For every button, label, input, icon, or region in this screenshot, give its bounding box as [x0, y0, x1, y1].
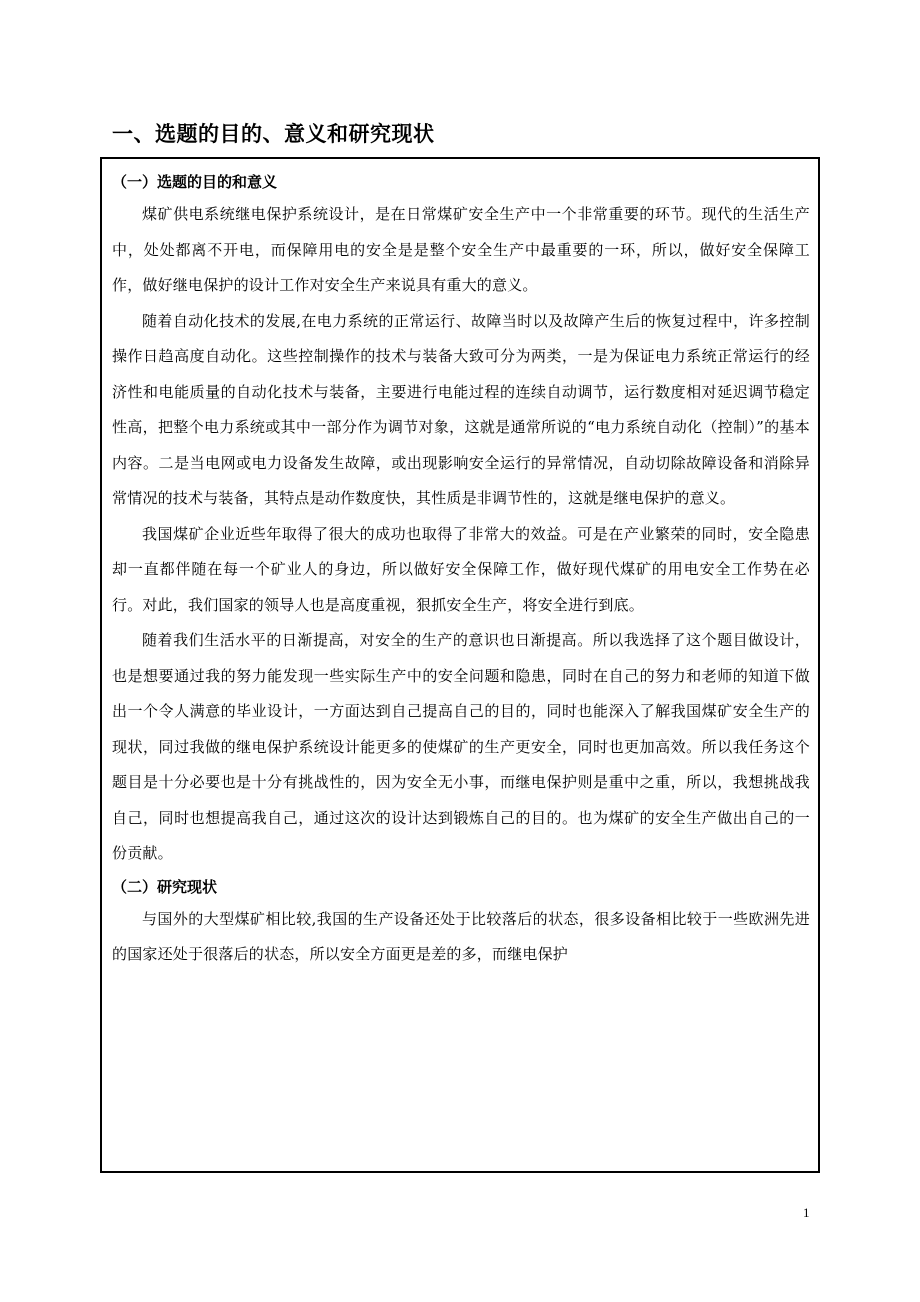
content-frame [100, 157, 820, 1173]
paragraph: 随着我们生活水平的日渐提高，对安全的生产的意识也日渐提高。所以我选择了这个题目做设计，也是想要通过我的努力能发现一些实际生产中的安全问题和隐患，同时在自己的努力和老师的知道下做出一个令人满意的毕业设计，一方面达到自己提高自己的目的，同时也能深入了解我国煤矿安全生产的现状，同过我做的继电保护系统设计能更多的使煤矿的生产更安全，同时也更加高效。所以我任务这个题目是十分必要也是十分有挑战性的，因为安全无小事，而继电保护则是重中之重，所以，我想挑战我自己，同时也想提高我自己，通过这次的设计达到锻炼自己的目的。也为煤矿的安全生产做出自己的一份贡献。 [112, 631, 810, 862]
paragraph: 与国外的大型煤矿相比较,我国的生产设备还处于比较落后的状态，很多设备相比较于一些欧洲先进的国家还处于很落后的状态，所以安全方面更是差的多，而继电保护 [112, 909, 810, 963]
section-title-status: （二）研究现状 [112, 877, 218, 896]
frame-content [112, 167, 810, 973]
section-title-purpose: （一）选题的目的和意义 [112, 173, 278, 191]
page-heading: 一、选题的目的、意义和研究现状 [112, 122, 435, 146]
paragraph: 随着自动化技术的发展,在电力系统的正常运行、故障当时以及故障产生后的恢复过程中，许多控制操作日趋高度自动化。这些控制操作的技术与装备大致可分为两类，一是为保证电力系统正常运行的经济性和电能质量的自动化技术与装备，主要进行电能过程的连续自动调节，运行数度相对延迟调节稳定性高，把整个电力系统或其中一部分作为调节对象，这就是通常所说的“电力系统自动化（控制）”的基本内容。二是当电网或电力设备发生故障，或出现影响安全运行的异常情况，自动切除故障设备和消除异常情况的技术与装备，其特点是动作数度快，其性质是非调节性的，这就是继电保护的意义。 [112, 311, 810, 507]
paragraph: 我国煤矿企业近些年取得了很大的成功也取得了非常大的效益。可是在产业繁荣的同时，安全隐患却一直都伴随在每一个矿业人的身边，所以做好安全保障工作，做好现代煤矿的用电安全工作势在必行。对此，我们国家的领导人也是高度重视，狠抓安全生产，将安全进行到底。 [112, 524, 810, 614]
page-number: 1 [803, 1205, 810, 1220]
paragraph: 煤矿供电系统继电保护系统设计，是在日常煤矿安全生产中一个非常重要的环节。现代的生活生产中，处处都离不开电，而保障用电的安全是是整个安全生产中最重要的一环，所以，做好安全保障工作，做好继电保护的设计工作对安全生产来说具有重大的意义。 [112, 205, 810, 294]
